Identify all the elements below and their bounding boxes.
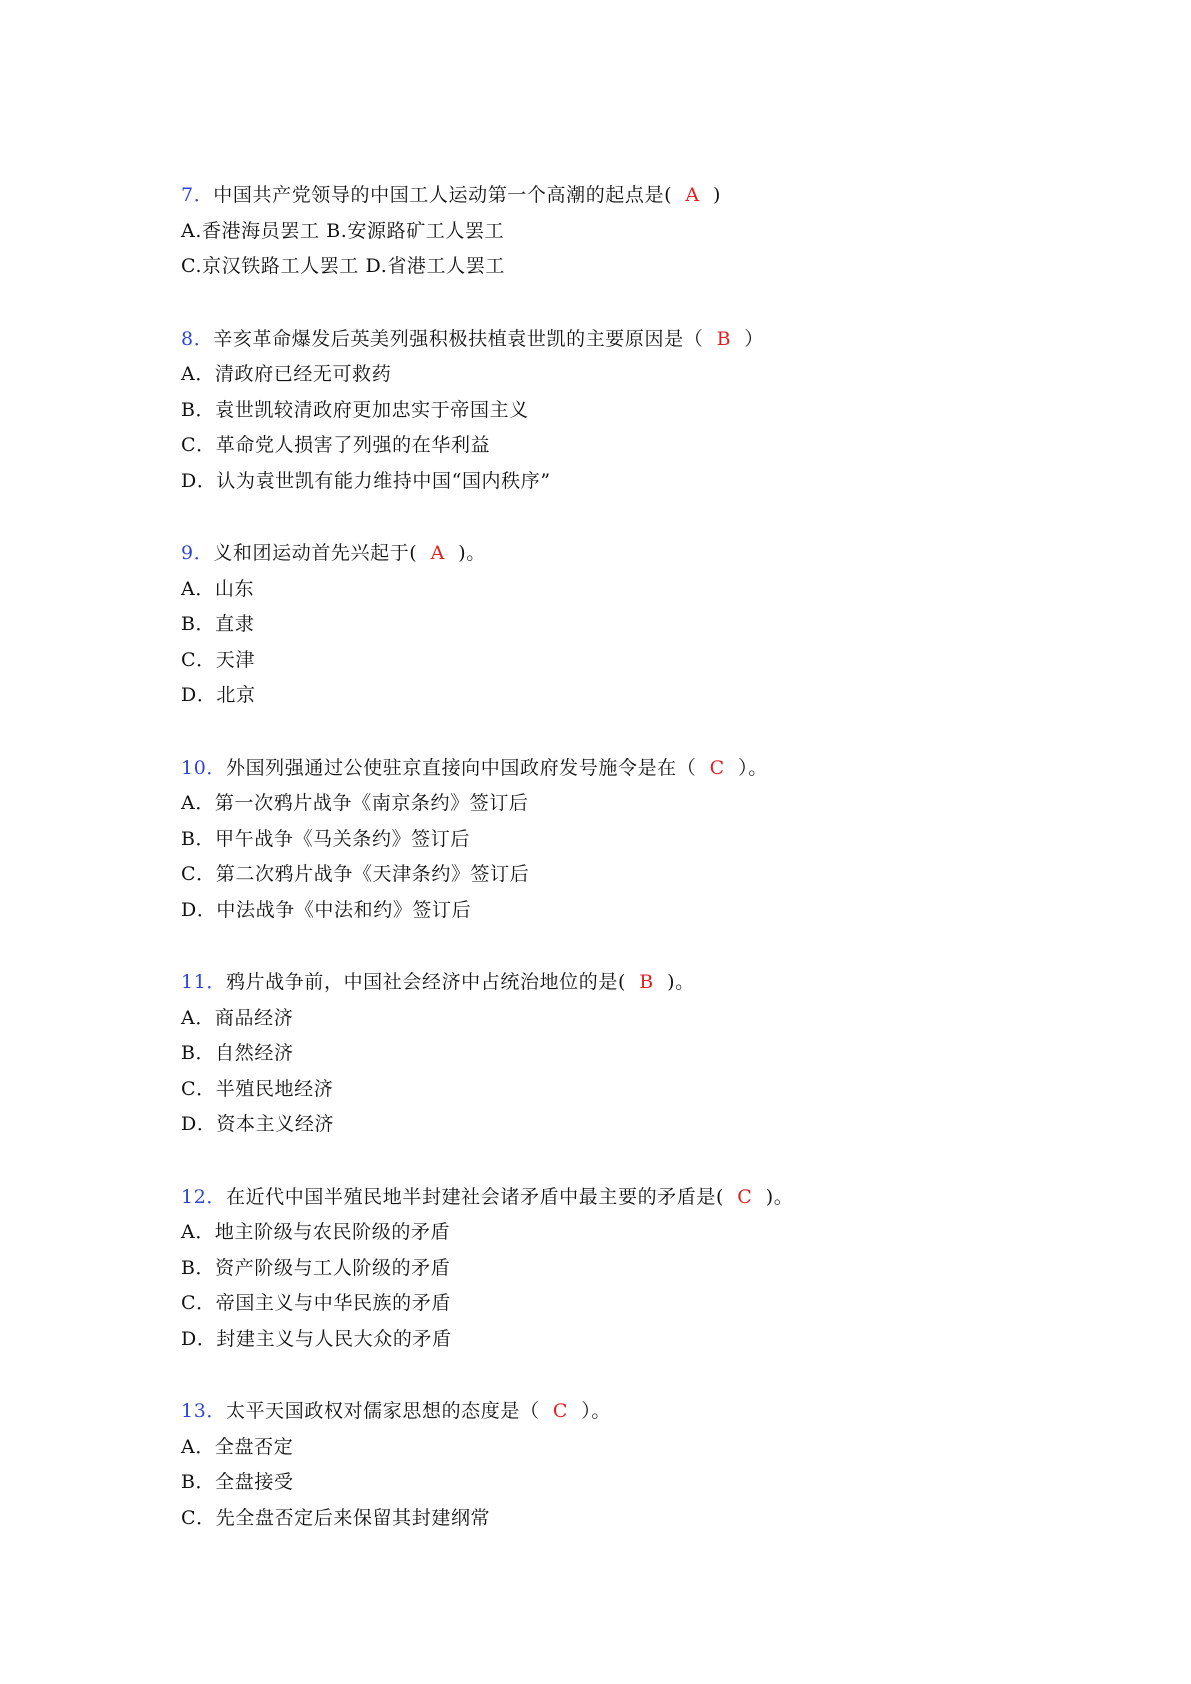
question-8 xyxy=(181,322,1081,500)
question-13 xyxy=(181,1394,1081,1536)
question-text: 太平天国政权对儒家思想的态度是（ xyxy=(225,1400,553,1422)
question-text-end: ）。 xyxy=(724,756,768,779)
question-stem xyxy=(181,965,1081,1001)
option-c: C．天津 xyxy=(181,648,255,671)
question-text-end: )。 xyxy=(444,542,486,564)
option-c: C．半殖民地经济 xyxy=(181,1077,334,1100)
option-a: A．地主阶级与农民阶级的矛盾 xyxy=(181,1221,451,1243)
answer-letter: C xyxy=(737,1185,753,1208)
option-a: A．山东 xyxy=(181,577,255,600)
question-9 xyxy=(181,536,1081,714)
question-text-end: ） xyxy=(731,327,765,350)
option-d: D．中法战争《中法和约》签订后 xyxy=(181,898,472,921)
question-list xyxy=(181,178,1081,1573)
option-c: C．革命党人损害了列强的在华利益 xyxy=(181,434,491,456)
answer-letter: B xyxy=(639,971,654,993)
question-stem xyxy=(181,1394,1081,1430)
answer-letter: B xyxy=(716,327,732,350)
question-11 xyxy=(181,965,1081,1143)
option-line: A.香港海员罢工 B.安源路矿工人罢工 xyxy=(181,219,505,242)
question-text: 义和团运动首先兴起于( xyxy=(213,542,431,564)
question-text: 中国共产党领导的中国工人运动第一个高潮的起点是( xyxy=(213,184,686,206)
option-b: B．资产阶级与工人阶级的矛盾 xyxy=(181,1256,451,1279)
option-a: A．清政府已经无可救药 xyxy=(181,363,392,385)
question-number: 12． xyxy=(181,1185,226,1208)
option-c: C．先全盘否定后来保留其封建纲常 xyxy=(181,1506,491,1529)
option-b: B．甲午战争《马关条约》签订后 xyxy=(181,827,470,850)
question-text: 鸦片战争前，中国社会经济中占统治地位的是( xyxy=(225,971,640,993)
question-number: 13． xyxy=(181,1400,226,1422)
question-text: 外国列强通过公使驻京直接向中国政府发号施令是在（ xyxy=(225,756,710,779)
option-a: A．第一次鸦片战争《南京条约》签订后 xyxy=(181,792,529,814)
answer-letter: C xyxy=(709,756,725,779)
option-d: D．认为袁世凯有能力维持中国“国内秩序” xyxy=(181,469,551,492)
question-number: 11． xyxy=(181,971,226,993)
question-stem xyxy=(181,751,1081,787)
option-c: C．帝国主义与中华民族的矛盾 xyxy=(181,1292,451,1314)
option-b: B．袁世凯较清政府更加忠实于帝国主义 xyxy=(181,398,529,421)
question-number: 8． xyxy=(181,327,214,350)
question-text-end: ）。 xyxy=(568,1400,611,1422)
question-text-end: )。 xyxy=(752,1185,794,1208)
option-b: B．全盘接受 xyxy=(181,1471,294,1493)
question-stem xyxy=(181,178,1081,214)
question-10 xyxy=(181,751,1081,929)
question-stem xyxy=(181,322,1081,358)
question-number: 10． xyxy=(181,756,226,779)
option-d: D．资本主义经济 xyxy=(181,1113,335,1135)
question-text-end: )。 xyxy=(653,971,695,993)
question-text: 在近代中国半殖民地半封建社会诸矛盾中最主要的矛盾是( xyxy=(225,1185,738,1208)
option-d: D．封建主义与人民大众的矛盾 xyxy=(181,1327,452,1350)
question-stem xyxy=(181,1180,1081,1216)
question-text-end: ) xyxy=(699,184,722,206)
option-c: C．第二次鸦片战争《天津条约》签订后 xyxy=(181,863,530,885)
question-number: 9． xyxy=(181,542,214,564)
option-b: B．自然经济 xyxy=(181,1042,294,1064)
option-line: C.京汉铁路工人罢工 D.省港工人罢工 xyxy=(181,255,505,277)
question-12 xyxy=(181,1180,1081,1358)
question-number: 7． xyxy=(181,184,214,206)
option-a: A．全盘否定 xyxy=(181,1435,294,1458)
option-d: D．北京 xyxy=(181,684,256,706)
option-a: A．商品经济 xyxy=(181,1006,294,1029)
answer-letter: C xyxy=(552,1400,569,1422)
answer-letter: A xyxy=(430,542,445,564)
question-7 xyxy=(181,178,1081,285)
answer-letter: A xyxy=(685,184,700,206)
question-stem xyxy=(181,536,1081,572)
question-text: 辛亥革命爆发后英美列强积极扶植袁世凯的主要原因是（ xyxy=(213,327,717,350)
option-b: B．直隶 xyxy=(181,613,255,635)
